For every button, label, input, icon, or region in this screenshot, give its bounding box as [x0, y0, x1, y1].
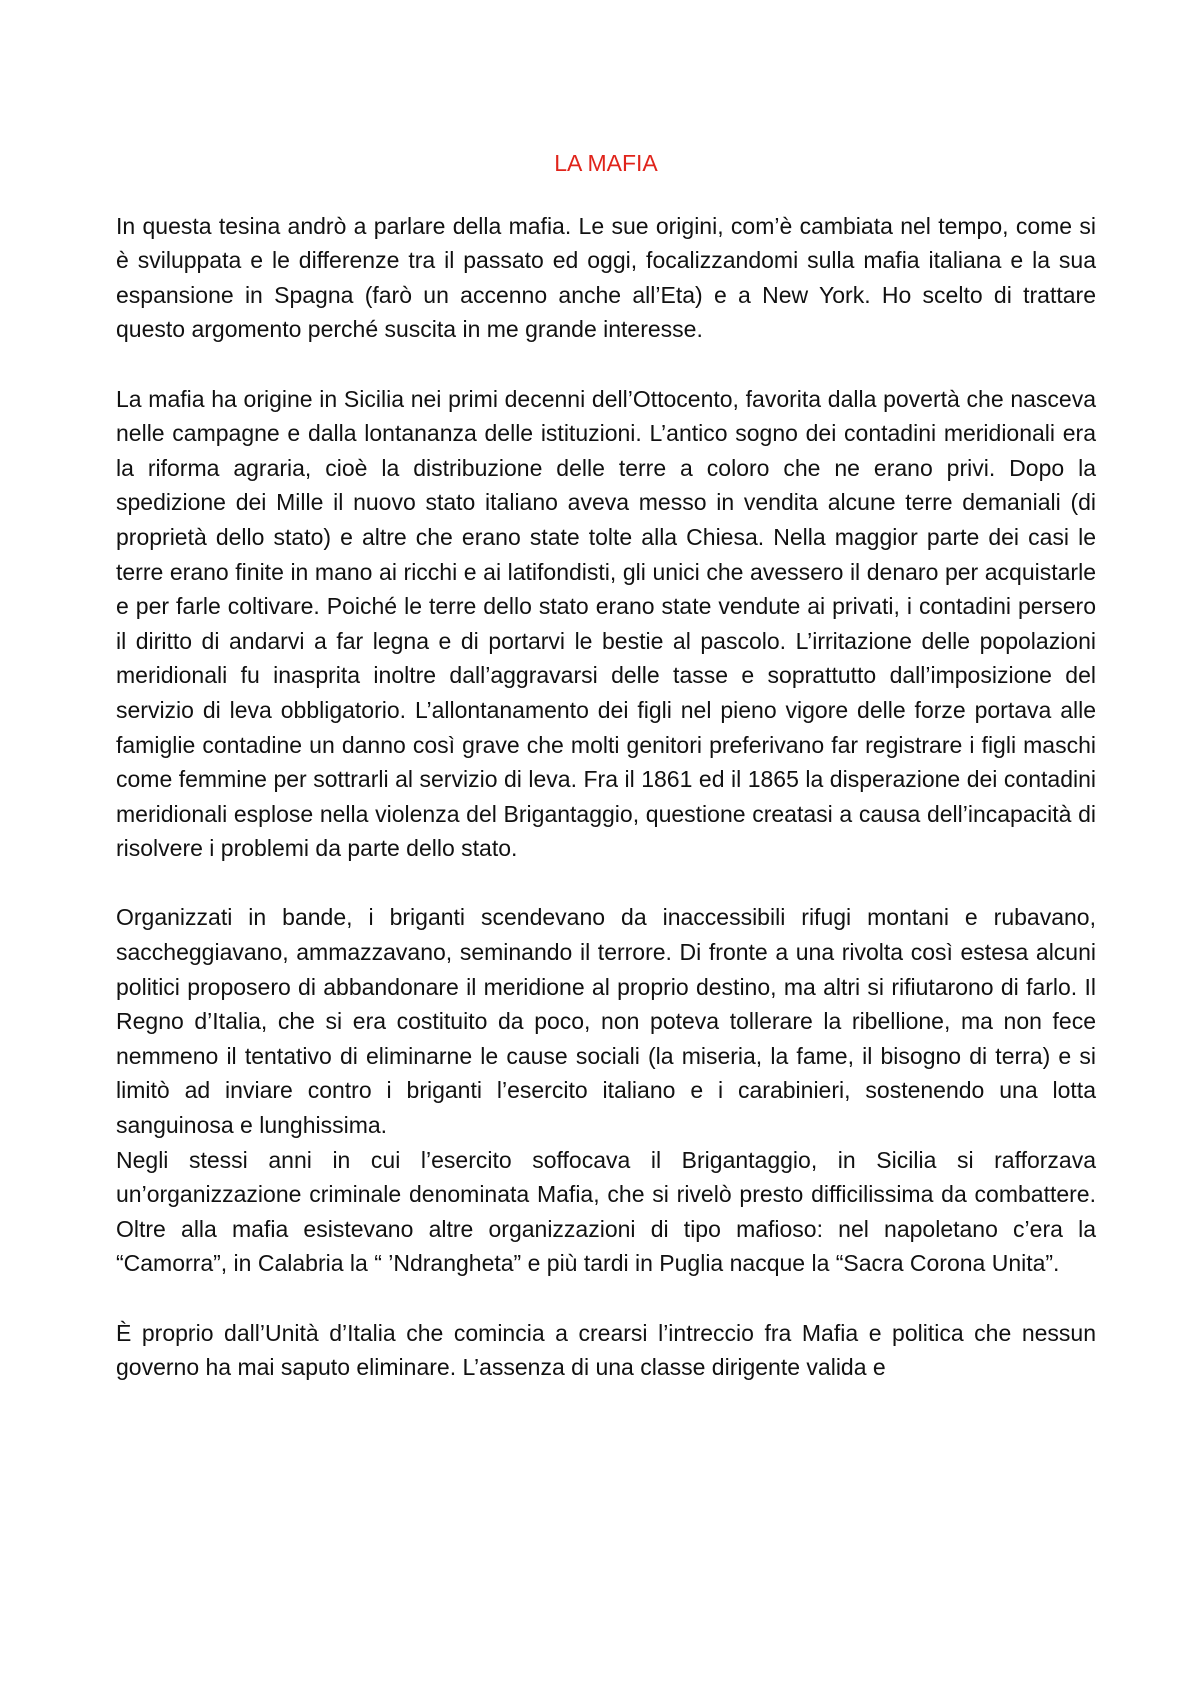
document-body — [116, 146, 1096, 1385]
paragraph-brigands: Organizzati in bande, i briganti scendevano da inaccessibili rifugi montani e rubavano, saccheggiavano, ammazzavano, seminando il terrore. Di fronte a una rivolta così estesa alcuni politici proposero di abbandonare il meridione al proprio destino, ma altri si rifiutarono di farlo. Il Regno d’Italia, che si era costituito da poco, non poteva tollerare la ribellione, ma non fece nemmeno il tentativo di eliminarne le cause sociali (la miseria, la fame, il bisogno di terra) e si limitò ad inviare contro i briganti l’esercito italiano e i carabinieri, sostenendo una lotta sanguinosa e lunghissima. — [116, 904, 1096, 1139]
paragraph-origins: La mafia ha origine in Sicilia nei primi decenni dell’Ottocento, favorita dalla povertà che nasceva nelle campagne e dalla lontananza delle istituzioni. L’antico sogno dei contadini meridionali era la riforma agraria, cioè la distribuzione delle terre a coloro che ne erano privi. Dopo la spedizione dei Mille il nuovo stato italiano aveva messo in vendita alcune terre demaniali (di proprietà dello stato) e altre che erano state tolte alla Chiesa. Nella maggior parte dei casi le terre erano finite in mano ai ricchi e ai latifondisti, gli unici che avessero il denaro per acquistarle e per farle coltivare. Poiché le terre dello stato erano state vendute ai privati, i contadini persero il diritto di andarvi a far legna e di portarvi le bestie al pascolo. L’irritazione delle popolazioni meridionali fu inasprita inoltre dall’aggravarsi delle tasse e soprattutto dall’imposizione del servizio di leva obbligatorio. L’allontanamento dei figli nel pieno vigore delle forze portava alle famiglie contadine un danno così grave che molti genitori preferivano far registrare i figli maschi come femmine per sottrarli al servizio di leva. Fra il 1861 ed il 1865 la disperazione dei contadini meridionali esplose nella violenza del Brigantaggio, questione creatasi a causa dell’incapacità di risolvere i problemi da parte dello stato. — [116, 385, 1096, 862]
paragraph-introduction: In questa tesina andrò a parlare della mafia. Le sue origini, com’è cambiata nel tempo, come si è sviluppata e le differenze tra il passato ed oggi, focalizzandomi sulla mafia italiana e la sua espansione in Spagna (farò un accenno anche all’Eta) e a New York. Ho scelto di trattare questo argomento perché suscita in me grande interesse. — [116, 212, 1096, 343]
paragraph-mafia-politics: È proprio dall’Unità d’Italia che comincia a crearsi l’intreccio fra Mafia e politica che nessun governo ha mai saputo eliminare. L’assenza di una classe dirigente valida e — [116, 1319, 1096, 1381]
document-title: LA MAFIA — [554, 150, 658, 176]
paragraph-criminal-organizations: Negli stessi anni in cui l’esercito soffocava il Brigantaggio, in Sicilia si rafforzava un’organizzazione criminale denominata Mafia, che si rivelò presto difficilissima da combattere. Oltre alla mafia esistevano altre organizzazioni di tipo mafioso: nel napoletano c’era la “Camorra”, in Calabria la “ ’Ndrangheta” e più tardi in Puglia nacque la “Sacra Corona Unita”. — [116, 1146, 1096, 1277]
